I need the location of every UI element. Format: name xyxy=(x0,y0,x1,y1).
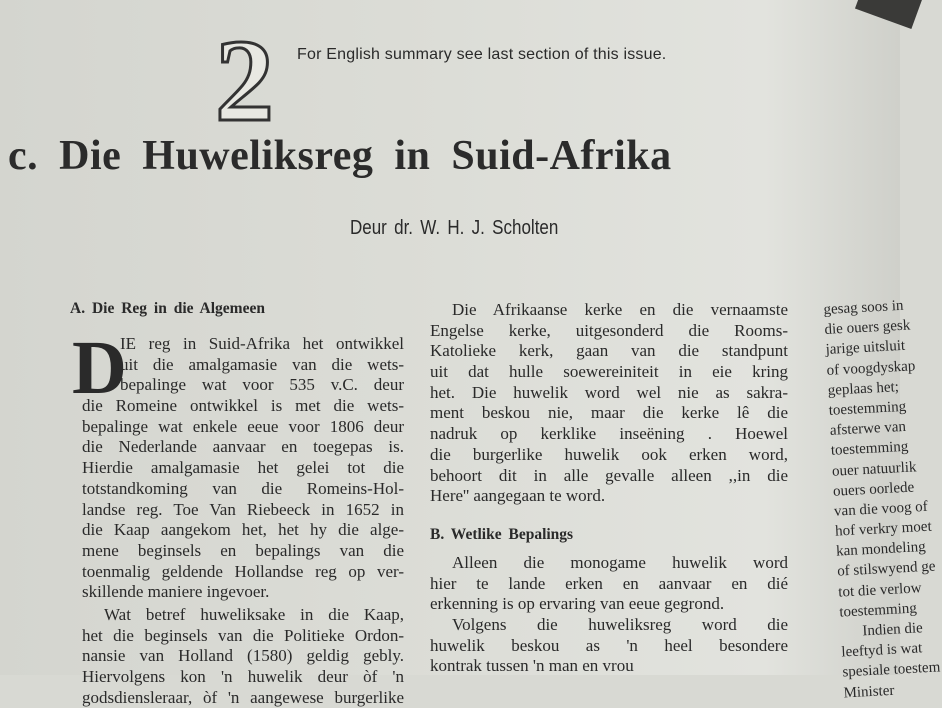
english-summary-note: For English summary see last section of this issue. xyxy=(297,46,667,63)
text-line: toestemming xyxy=(828,398,907,419)
text-line: gesag soos in xyxy=(823,297,904,318)
text-line: landse reg. Toe Van Riebeeck in 1652 in xyxy=(82,499,404,519)
text-line: spesiale toestem xyxy=(842,659,941,681)
text-line: Volgens die huweliksreg word die xyxy=(452,614,788,634)
text-line: toestemming xyxy=(830,439,909,460)
column-1-body xyxy=(82,334,404,708)
text-line: uit die amalgamasie van die wets- xyxy=(120,354,404,374)
column-2 xyxy=(430,300,788,677)
text-line: leeftyd is wat xyxy=(841,640,923,661)
text-line: die burgerlike huwelik ook erken word, xyxy=(430,444,788,464)
text-line: ment beskou nie, maar die kerke lê die xyxy=(430,403,788,423)
article-author: Deur dr. W. H. J. Scholten xyxy=(350,217,559,239)
text-line: die Kaap aangekom het, het hy die alge- xyxy=(82,520,404,540)
text-line: Minister xyxy=(843,682,895,702)
text-line: nansie van Holland (1580) geldig gebly. xyxy=(82,646,404,666)
text-line: Wat betref huweliksake in die Kaap, xyxy=(104,604,404,624)
text-line: die ouers gesk xyxy=(824,317,911,339)
section-heading-a: A. Die Reg in die Algemeen xyxy=(70,300,265,317)
text-line: die Nederlande aanvaar en toegepas is. xyxy=(82,437,404,457)
text-line: toenmalig geldende Hollandse reg op ver- xyxy=(82,561,404,581)
text-line: Hierdie amalgamasie het gelei tot die xyxy=(82,458,404,478)
text-line: totstandkoming van die Romeins-Hol- xyxy=(82,478,404,498)
text-line: ouers oorlede xyxy=(832,479,915,500)
article-title: c. Die Huweliksreg in Suid-Afrika xyxy=(8,133,672,179)
text-line: die Romeine ontwikkel is met die wets- xyxy=(82,396,404,416)
text-line: nadruk op kerklike inseëning . Hoewel xyxy=(430,424,788,444)
text-line: of voogdyskap xyxy=(826,357,916,379)
text-line: hof verkry moet xyxy=(834,518,933,540)
text-line: behoort dit in alle gevalle alleen ,,in die xyxy=(430,465,788,485)
drop-cap: D xyxy=(72,326,127,410)
text-line: van die voog of xyxy=(833,498,929,520)
page-edge-shadow xyxy=(855,0,925,29)
text-line: uit dat hulle soewereiniteit in eie kring xyxy=(430,362,788,382)
text-line: jarige uitsluit xyxy=(825,338,906,359)
text-line: bepalinge wat voor 535 v.C. deur xyxy=(120,375,404,395)
text-line: Hiervolgens kon 'n huwelik deur òf 'n xyxy=(82,667,404,686)
column-3 xyxy=(823,296,941,703)
text-line: huwelik beskou as 'n heel besondere xyxy=(430,635,788,655)
text-line: of stilswyend ge xyxy=(836,558,936,581)
text-line: afsterwe van xyxy=(829,418,907,439)
text-line: hier te lande erken en aanvaar en dié xyxy=(430,573,788,593)
text-line: Alleen die monogame huwelik word xyxy=(452,552,788,572)
text-line: toestemming xyxy=(838,600,918,621)
text-line: godsdiensleraar, òf 'n aangewese burgerlike xyxy=(82,687,404,707)
text-line: Die Afrikaanse kerke en die vernaamste xyxy=(452,300,788,319)
text-line: bepalinge wat enkele eeue voor 1806 deur xyxy=(82,416,404,436)
text-line: mene beginsels en bepalings van die xyxy=(82,540,404,560)
text-line: kan mondeling xyxy=(835,539,927,560)
text-line: skillende maniere ingevoer. xyxy=(82,582,270,602)
section-heading-b: B. Wetlike Bepalings xyxy=(430,525,574,543)
text-line: het. Die huwelik word wel nie as sakra- xyxy=(430,382,788,402)
text-line: kontrak tussen 'n man en vrou xyxy=(430,656,634,676)
text-line: erkenning is op ervaring van eeue gegrond. xyxy=(430,594,725,614)
text-line: ouer natuurlik xyxy=(831,458,917,480)
text-line: Here'' aangegaan te word. xyxy=(430,486,606,506)
chapter-number: 2 xyxy=(215,15,274,146)
text-line: het die beginsels van die Politieke Ordon- xyxy=(82,625,404,645)
text-line: Engelse kerke, uitgesonderd die Rooms- xyxy=(430,320,788,340)
text-line: Indien die xyxy=(861,620,924,640)
text-line: IE reg in Suid-Afrika het ontwikkel xyxy=(120,334,404,353)
text-line: Katolieke kerk, gaan van die standpunt xyxy=(430,341,788,361)
text-line: geplaas het; xyxy=(827,378,900,399)
text-line: tot die verlow xyxy=(837,579,922,601)
